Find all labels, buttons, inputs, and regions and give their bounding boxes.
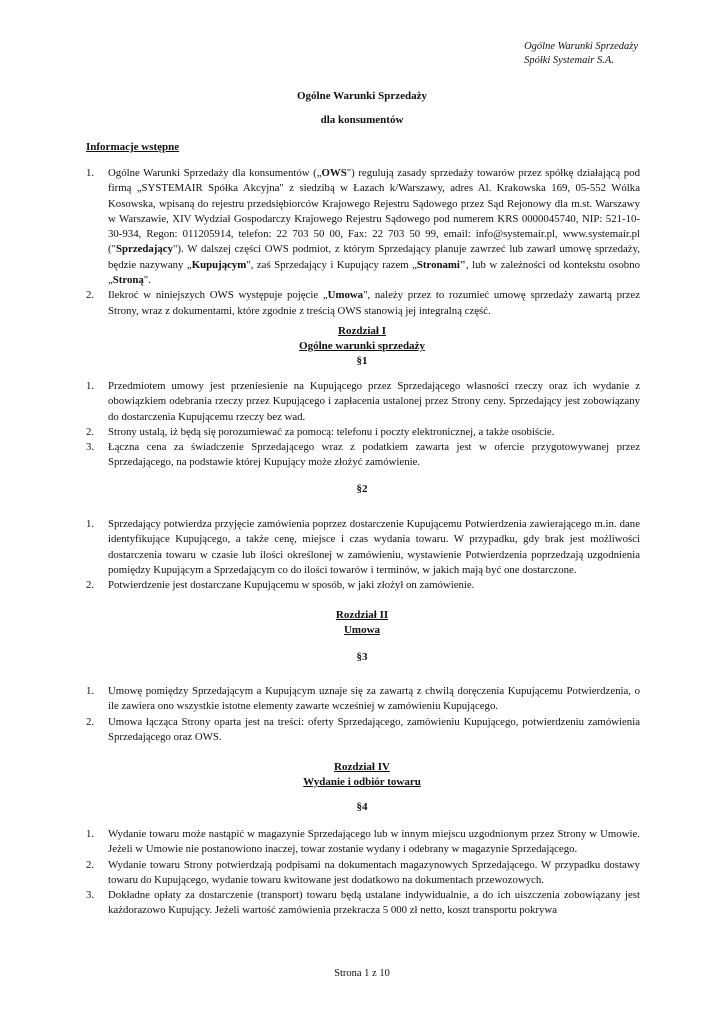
text: Umowę pomiędzy Sprzedającym a Kupującym uznaje się za zawartą z chwilą doręczenia Kupującemu Potwierdzenia, o ile zawiera ono wszystkie istotne elementy zawarte wcześniej w zamówieniu Kupującego. — [108, 685, 640, 713]
list-item — [86, 827, 640, 858]
chapter-title: Ogólne warunki sprzedaży — [299, 340, 425, 352]
item-number: 2. — [86, 579, 95, 592]
paragraph-3-sign: §3 — [356, 651, 368, 663]
header-line-1: Ogólne Warunki Sprzedaży — [524, 41, 638, 52]
text: Wydanie towaru może nastąpić w magazynie Sprzedającego lub w innym miejscu uzgodnionym przez Strony w Umowie. Jeżeli w Umowie nie postanowiono inaczej, towar zostanie wydany i odebrany w magazynie Sprzedającego. — [108, 828, 640, 856]
text: ", należy przez to rozumieć umowę sprzedaży zawartą przez Strony, wraz z dokumentami, które zgodnie z treścią OWS stanowią jej integralną część. — [108, 289, 640, 317]
list-item — [86, 888, 640, 919]
paragraph-4-sign: §4 — [356, 801, 368, 813]
term: Umowa — [327, 289, 364, 302]
header-line-2: Spółki Systemair S.A. — [524, 55, 614, 66]
text: Ilekroć w niniejszych OWS występuje pojęcie „ — [108, 289, 328, 302]
list-item — [86, 440, 640, 471]
list-item — [86, 578, 640, 593]
item-number: 1. — [86, 828, 95, 840]
chapter-2-heading — [0, 608, 724, 638]
par2-list — [86, 517, 640, 593]
text: Łączna cena za świadczenie Sprzedającego wraz z podatkiem zawarta jest w ofercie przygotowywanej przez Sprzedającego, na podstawie której Kupujący może złożyć zamówienie. — [108, 441, 640, 469]
text: , lub w zależności od kontekstu osobno „ — [108, 258, 640, 287]
chapter-label: Rozdział I — [338, 325, 386, 337]
text: Strony ustalą, iż będą się porozumiewać za pomocą: telefonu i poczty elektronicznej, a także osobiście. — [108, 425, 555, 438]
text: "). W dalszej części OWS podmiot, z którym Sprzedający planuje zawrzeć lub zawarł umowę sprzedaży, będzie nazywany „ — [108, 243, 640, 271]
item-number: 3. — [86, 889, 95, 902]
text: Przedmiotem umowy jest przeniesienie na Kupującego przez Sprzedającego własności rzeczy oraz ich wydanie z obowiązkiem odebrania rzeczy przez Kupującego i zapłacenia ustalonej przez Strony ceny. Sprzedający jest zobowiązany do dostarczenia Kupującemu rzeczy bez wad. — [108, 380, 640, 423]
page-number: Strona 1 z 10 — [334, 968, 390, 979]
text: Umowa łącząca Strony oparta jest na treści: oferty Sprzedającego, zamówieniu Kupującego, potwierdzeniu zamówienia Sprzedającego oraz OWS. — [108, 715, 640, 743]
item-number: 1. — [86, 167, 95, 179]
text: Wydanie towaru Strony potwierdzają podpisami na dokumentach magazynowych Sprzedającego. W przypadku dostawy towaru do Kupującego, wydanie towaru kwitowane jest dodatkowo na dokumentach przewozowych. — [108, 858, 640, 886]
text: Dokładne opłaty za dostarczenie (transport) towaru będą ustalane indywidualnie, a do ich uiszczenia zobowiązany jest każdorazowo Kupujący. Jeżeli wartość zamówienia przekracza 5 000 zł netto, koszt transportu pokrywa — [108, 889, 640, 917]
list-item — [86, 425, 640, 440]
item-number: 2. — [86, 858, 95, 871]
term: Stronami" — [416, 258, 466, 271]
item-number: 1. — [86, 380, 95, 392]
document-subtitle: dla konsumentów — [320, 114, 404, 126]
term: Stroną — [112, 274, 144, 287]
item-number: 3. — [86, 441, 95, 454]
text: Potwierdzenie jest dostarczane Kupującemu w sposób, w jaki złożył on zamówienie. — [108, 579, 475, 592]
chapter-1-heading — [0, 324, 724, 369]
chapter-title: Umowa — [343, 624, 381, 636]
text: Sprzedający potwierdza przyjęcie zamówienia poprzez dostarczenie Kupującemu Potwierdzenia zawierającego m.in. dane identyfikujące Kupującego, a także cenę, miejsce i czas wydania towaru. W przypadku, gdy brak jest możliwości dostarczenia towaru w czasie lub ilości określonej w zamówieniu, wystawienie Potwierdzenia poprzedzają uzgodnienia pomiędzy Kupującym a Sprzedającym co do ilości towarów i terminów, w jakich mają być one dostarczone. — [108, 518, 640, 576]
par3-list — [86, 684, 640, 745]
list-item — [86, 288, 640, 319]
item-number: 2. — [86, 425, 95, 438]
intro-heading: Informacje wstępne — [86, 141, 180, 153]
text: ". — [143, 274, 151, 287]
par1-list — [86, 379, 640, 471]
chapter-label: Rozdział IV — [334, 761, 390, 773]
list-item — [86, 684, 640, 715]
paragraph-sign: §1 — [356, 355, 368, 367]
item-number: 2. — [86, 715, 95, 728]
chapter-label: Rozdział II — [335, 609, 389, 621]
intro-list — [86, 166, 640, 319]
term: Kupującym — [191, 258, 247, 271]
item-number: 1. — [86, 518, 95, 530]
list-item — [86, 517, 640, 578]
chapter-title: Wydanie i odbiór towaru — [303, 776, 421, 788]
list-item — [86, 166, 640, 288]
par4-list — [86, 827, 640, 919]
list-item — [86, 379, 640, 425]
document-title: Ogólne Warunki Sprzedaży — [297, 90, 427, 102]
chapter-4-heading — [0, 760, 724, 790]
text: ") regulują zasady sprzedaży towarów przez spółkę działającą pod firmą „SYSTEMAIR Spółka Akcyjna" z siedzibą w Łazach k/Warszawy, adres Al. Krakowska 169, 05-552 Wólka Kosowska, wpisaną do rejestru przedsiębiorców Krajowego Rejestru Sądowego przez Sąd Rejonowy dla m.st. Warszawy w Warszawie, XIV Wydział Gospodarczy Krajowego Rejestru Sądowego pod numerem KRS 0000045740, NIP: 521-10-30-934, Regon: 011205914, telefon: 22 703 50 00, Fax: 22 703 50 99, email: info@systemair.pl, www.systemair.pl (" — [108, 167, 640, 256]
text: ", zaś Sprzedający i Kupujący razem „ — [246, 258, 417, 271]
list-item — [86, 715, 640, 746]
term: OWS — [321, 167, 347, 179]
paragraph-2-sign: §2 — [356, 483, 368, 495]
list-item — [86, 858, 640, 889]
text: Ogólne Warunki Sprzedaży dla konsumentów („ — [108, 167, 322, 179]
running-header — [524, 40, 638, 68]
item-number: 2. — [86, 289, 95, 302]
item-number: 1. — [86, 685, 95, 697]
term: Sprzedający — [116, 243, 173, 256]
